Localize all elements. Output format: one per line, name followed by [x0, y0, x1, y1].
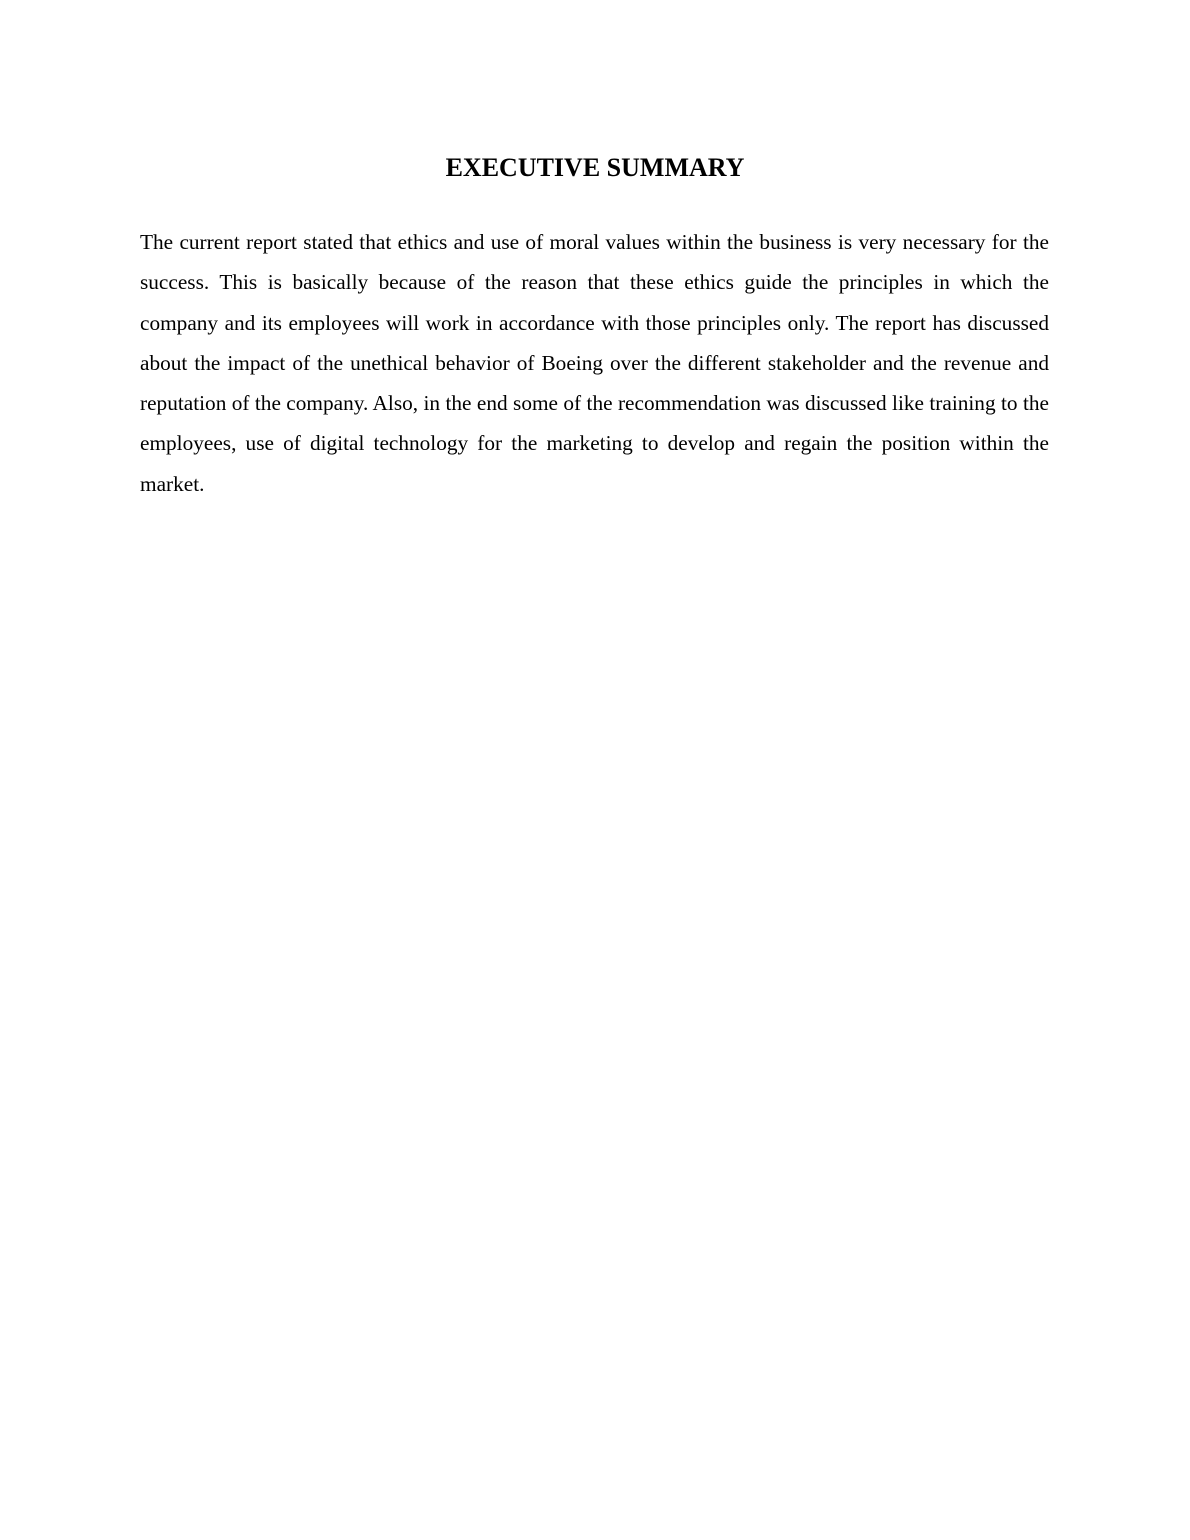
page-title: EXECUTIVE SUMMARY — [445, 153, 745, 182]
summary-paragraph: The current report stated that ethics and use of moral values within the business is very necessary for the success. This is basically because of the reason that these ethics guide the principles in which the company and its employees will work in accordance with those principles only. The report has discussed about the impact of the unethical behavior of Boeing over the different stakeholder and the revenue and reputation of the company. Also, in the end some of the recommendation was discussed like training to the employees, use of digital technology for the marketing to develop and regain the position within the market. — [140, 230, 1049, 496]
